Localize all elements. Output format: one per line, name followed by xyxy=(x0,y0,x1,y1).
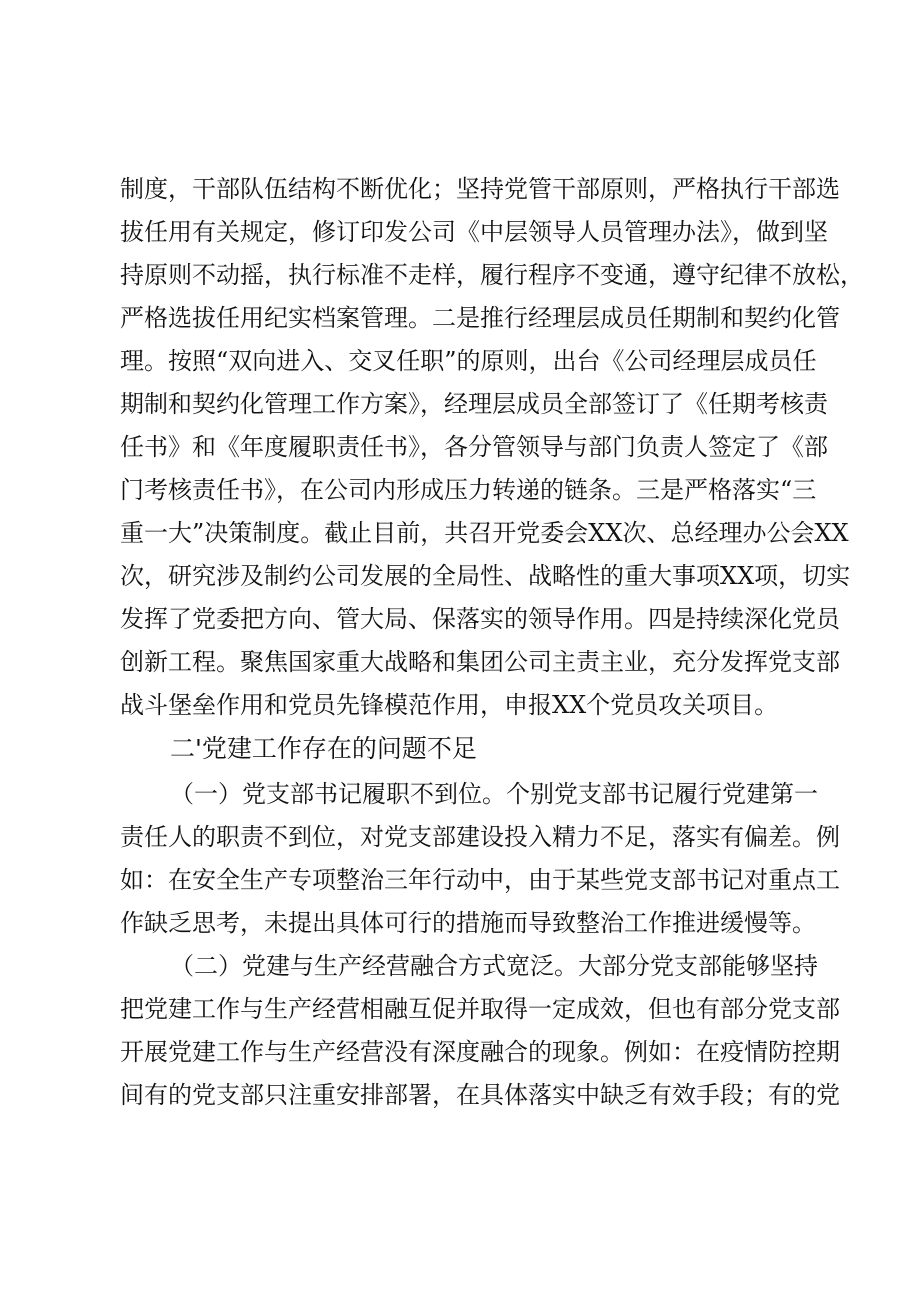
body-text-line: 创新工程。聚焦国家重大战略和集团公司主责主业，充分发挥党支部 xyxy=(120,648,840,676)
paragraph-line: 把党建工作与生产经营相融互促并取得一定成效，但也有部分党支部 xyxy=(120,995,840,1023)
paragraph-line: 开展党建工作与生产经营没有深度融合的现象。例如：在疫情防控期 xyxy=(120,1038,840,1066)
body-text-line: 重一大”决策制度。截止目前，共召开党委会XX次、总经理办公会XX xyxy=(120,519,849,547)
body-text-line: 门考核责任书》，在公司内形成压力转递的链条。三是严格落实“三 xyxy=(120,476,817,504)
paragraph-line: 如：在安全生产专项整治三年行动中，由于某些党支部书记对重点工 xyxy=(120,866,840,894)
body-text-line: 制度，干部队伍结构不断优化；坚持党管干部原则，严格执行干部选 xyxy=(120,175,840,203)
paragraph-line: （一）党支部书记履职不到位。个别党支部书记履行党建第一 xyxy=(170,780,818,808)
paragraph-line: 间有的党支部只注重安排部署，在具体落实中缺乏有效手段；有的党 xyxy=(120,1081,840,1109)
body-text-line: 持原则不动摇，执行标准不走样，履行程序不变通，遵守纪律不放松， xyxy=(120,261,864,289)
body-text-line: 次，研究涉及制约公司发展的全局性、战略性的重大事项XX项，切实 xyxy=(120,562,851,590)
body-text-line: 拔任用有关规定，修订印发公司《中层领导人员管理办法》，做到坚 xyxy=(120,218,828,246)
body-text-line: 理。按照“双向进入、交叉任职”的原则，出台《公司经理层成员任 xyxy=(120,347,817,375)
section-heading: 二'党建工作存在的问题不足 xyxy=(170,734,477,763)
paragraph-line: （二）党建与生产经营融合方式宽泛。大部分党支部能够坚持 xyxy=(170,952,818,980)
body-text-line: 任书》和《年度履职责任书》，各分管领导与部门负责人签定了《部 xyxy=(120,433,828,461)
body-text-line: 期制和契约化管理工作方案》，经理层成员全部签订了《任期考核责 xyxy=(120,390,828,418)
paragraph-line: 责任人的职责不到位，对党支部建设投入精力不足，落实有偏差。例 xyxy=(120,823,840,851)
body-text-line: 战斗堡垒作用和党员先锋模范作用，申报XX个党员攻关项目。 xyxy=(120,691,779,719)
paragraph-line: 作缺乏思考，未提出具体可行的措施而导致整治工作推进缓慢等。 xyxy=(120,909,816,937)
body-text-line: 严格选拔任用纪实档案管理。二是推行经理层成员任期制和契约化管 xyxy=(120,304,840,332)
body-text-line: 发挥了党委把方向、管大局、保落实的领导作用。四是持续深化党员 xyxy=(120,605,840,633)
